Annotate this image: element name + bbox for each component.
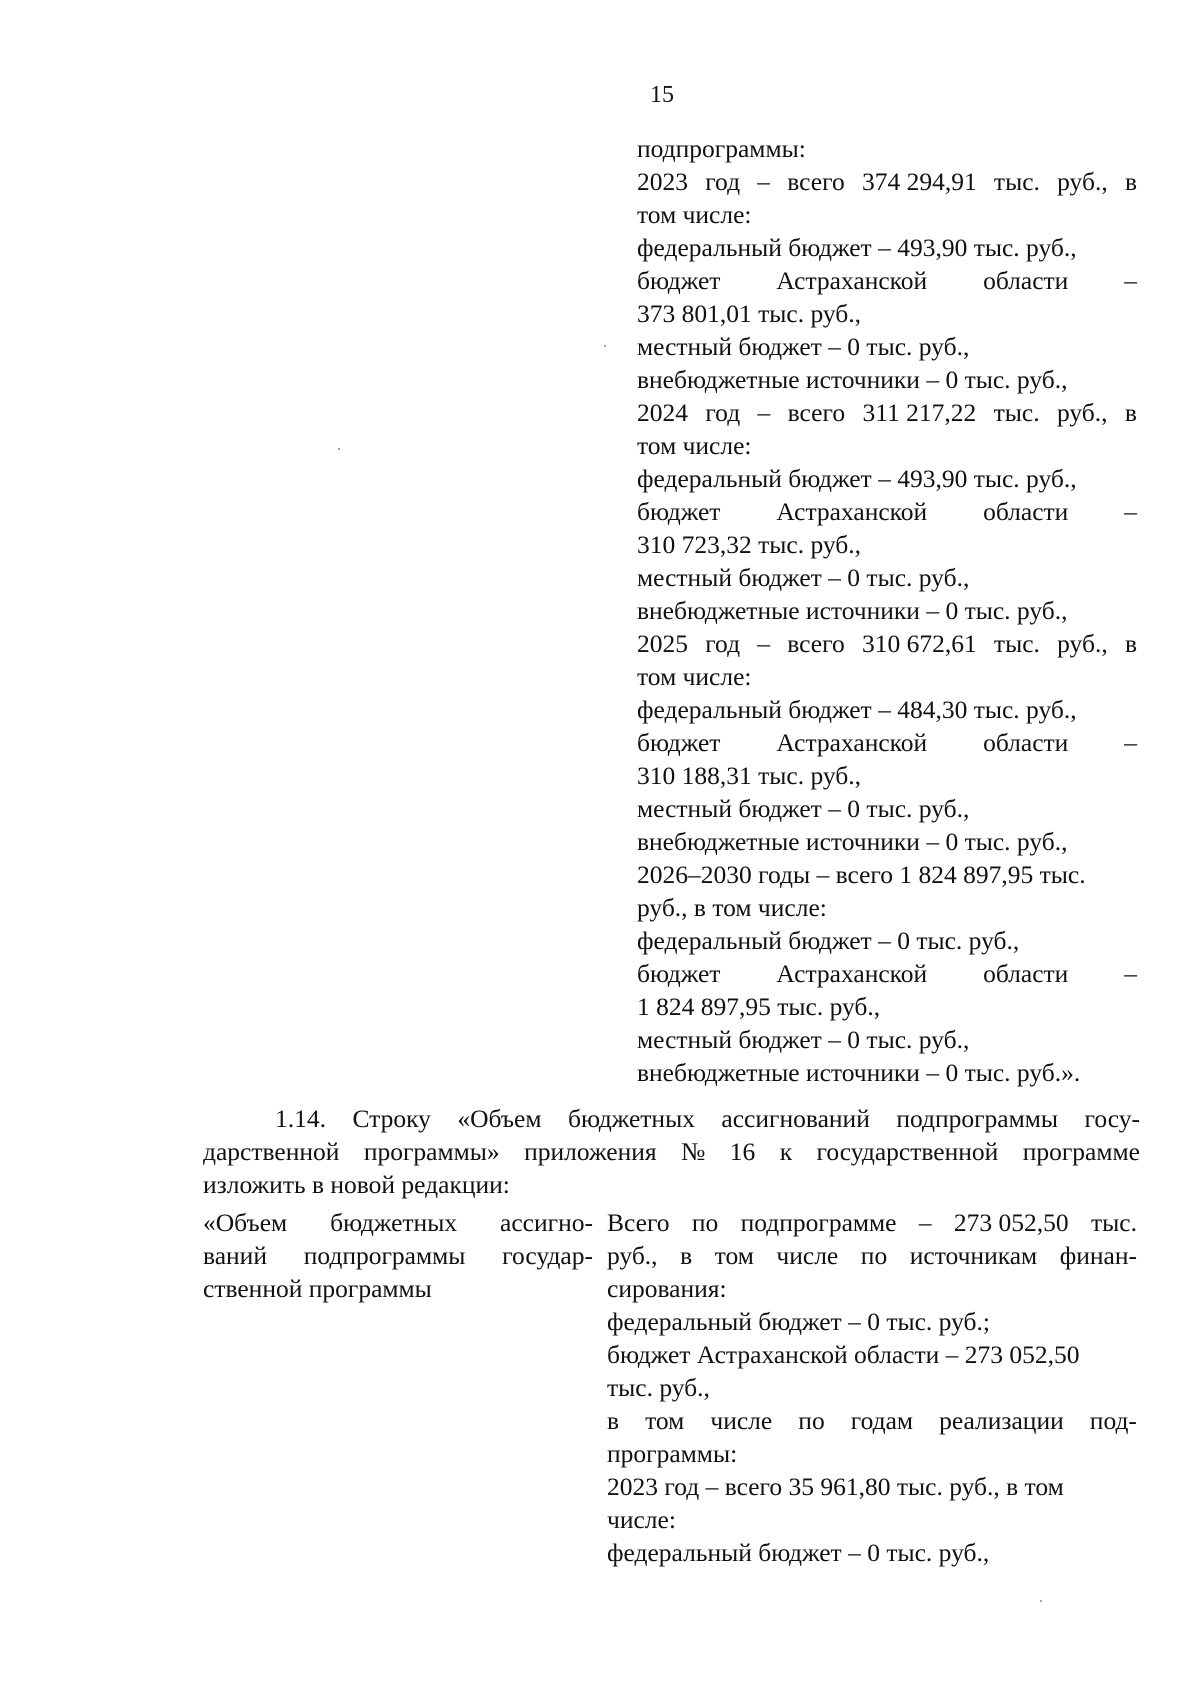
federal-budget-line: федеральный бюджет – 493,90 тыс. руб.,: [637, 233, 1077, 262]
text-line: том числе:: [637, 200, 752, 229]
value-line: сирования:: [607, 1274, 727, 1303]
label-line: ственной программы: [203, 1274, 432, 1303]
paragraph-line: изложить в новой редакции:: [203, 1170, 510, 1199]
regional-budget-line: бюджет Астраханской области –: [637, 959, 1137, 988]
year-2023-total-line: 2023 год – всего 374 294,91 тыс. руб., в: [637, 167, 1137, 196]
extrabudgetary-line: внебюджетные источники – 0 тыс. руб.».: [637, 1058, 1081, 1087]
local-budget-line: местный бюджет – 0 тыс. руб.,: [637, 794, 970, 823]
label-line: «Объем бюджетных ассигно-: [203, 1208, 593, 1237]
scan-speck: [1040, 1600, 1042, 1602]
extrabudgetary-line: внебюджетные источники – 0 тыс. руб.,: [637, 596, 1068, 625]
extrabudgetary-line: внебюджетные источники – 0 тыс. руб.,: [637, 365, 1068, 394]
value-line: программы:: [607, 1439, 738, 1468]
federal-budget-line: федеральный бюджет – 0 тыс. руб.,: [637, 926, 1020, 955]
text-line: том числе:: [637, 662, 752, 691]
regional-budget-amount: 373 801,01 тыс. руб.,: [637, 299, 862, 328]
regional-budget-amount: 310 188,31 тыс. руб.,: [637, 761, 862, 790]
label-line: ваний подпрограммы государ-: [203, 1241, 593, 1270]
local-budget-line: местный бюджет – 0 тыс. руб.,: [637, 1025, 970, 1054]
regional-budget-line: бюджет Астраханской области –: [637, 266, 1137, 295]
value-line: в том числе по годам реализации под-: [607, 1406, 1137, 1435]
text-line: том числе:: [637, 431, 752, 460]
period-2026-2030-total-line: 2026–2030 годы – всего 1 824 897,95 тыс.: [637, 860, 1086, 889]
year-2023-total-line: 2023 год – всего 35 961,80 тыс. руб., в том: [607, 1472, 1064, 1501]
value-line: Всего по подпрограмме – 273 052,50 тыс.: [607, 1208, 1137, 1237]
value-line: числе:: [607, 1505, 676, 1534]
year-2024-total-line: 2024 год – всего 311 217,22 тыс. руб., в: [637, 398, 1137, 427]
amendment-paragraph-1-14: [203, 1102, 1140, 1201]
regional-budget-amount: 310 723,32 тыс. руб.,: [637, 530, 862, 559]
value-line: руб., в том числе по источникам финан-: [607, 1241, 1137, 1270]
text-line: подпрограммы:: [637, 134, 806, 163]
text-line: руб., в том числе:: [637, 893, 827, 922]
paragraph-line: 1.14. Строку «Объем бюджетных ассигнований подпрограммы госу-: [275, 1104, 1140, 1133]
scan-speck: [338, 448, 340, 450]
value-line: тыс. руб.,: [607, 1373, 710, 1402]
extrabudgetary-line: внебюджетные источники – 0 тыс. руб.,: [637, 827, 1068, 856]
year-2025-total-line: 2025 год – всего 310 672,61 тыс. руб., в: [637, 629, 1137, 658]
table-value-cell: [607, 1206, 1137, 1569]
paragraph-line: дарственной программы» приложения № 16 к государственной программе: [203, 1137, 1140, 1166]
page-number: 15: [650, 82, 674, 108]
federal-budget-line: федеральный бюджет – 0 тыс. руб.,: [607, 1538, 990, 1567]
federal-budget-line: федеральный бюджет – 484,30 тыс. руб.,: [637, 695, 1077, 724]
scan-speck: [604, 345, 606, 347]
local-budget-line: местный бюджет – 0 тыс. руб.,: [637, 563, 970, 592]
regional-budget-line: бюджет Астраханской области –: [637, 728, 1137, 757]
regional-budget-line: бюджет Астраханской области – 273 052,50: [607, 1340, 1080, 1369]
regional-budget-amount: 1 824 897,95 тыс. руб.,: [637, 992, 881, 1021]
table-label-cell: [203, 1206, 593, 1305]
local-budget-line: местный бюджет – 0 тыс. руб.,: [637, 332, 970, 361]
funding-continuation-block: [637, 132, 1137, 1089]
regional-budget-line: бюджет Астраханской области –: [637, 497, 1137, 526]
federal-budget-line: федеральный бюджет – 493,90 тыс. руб.,: [637, 464, 1077, 493]
federal-budget-line: федеральный бюджет – 0 тыс. руб.;: [607, 1307, 990, 1336]
